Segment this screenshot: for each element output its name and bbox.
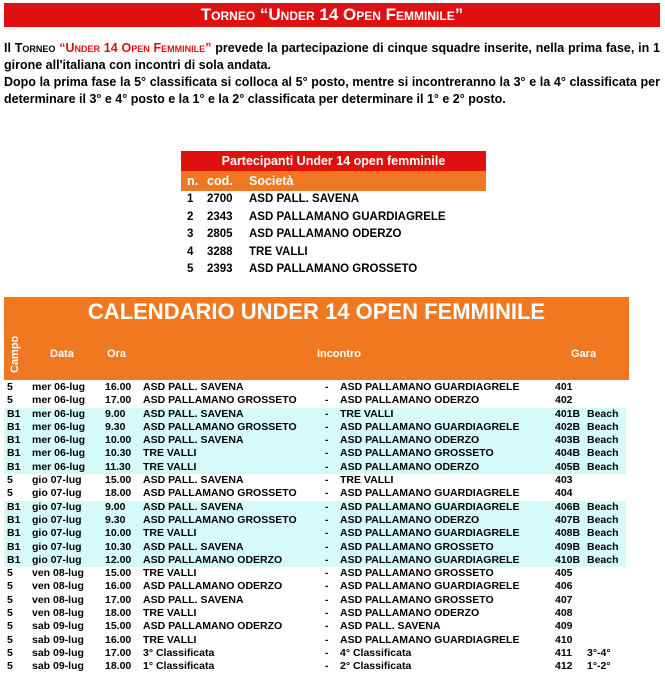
- calendar-dash: -: [325, 593, 329, 606]
- calendar-dash: -: [325, 607, 329, 620]
- calendar-home: TRE VALLI: [143, 447, 197, 460]
- calendar-gara: 409: [555, 620, 573, 633]
- calendar-rows: [4, 381, 630, 674]
- calendar-note: 3°-4°: [587, 646, 611, 659]
- participant-societa: ASD PALLAMANO GROSSETO: [249, 263, 418, 275]
- calendar-dash: -: [325, 474, 329, 487]
- calendar-data: gio 07-lug: [32, 527, 82, 540]
- calendar-ora: 9.30: [105, 420, 126, 433]
- calendar-row: [4, 607, 630, 620]
- calendar-campo: 5: [7, 646, 13, 659]
- calendar-row: [4, 394, 630, 407]
- calendar-note: 1°-2°: [587, 660, 611, 673]
- calendar-title: CALENDARIO UNDER 14 OPEN FEMMINILE: [4, 297, 629, 327]
- participant-cod: 2393: [207, 263, 233, 275]
- calendar-dash: -: [325, 580, 329, 593]
- header-data: Data: [50, 348, 74, 360]
- calendar-gara: 408: [555, 607, 573, 620]
- calendar-gara: 402: [555, 394, 573, 407]
- calendar-dash: -: [325, 460, 329, 473]
- calendar-note: Beach: [587, 553, 619, 566]
- calendar-dash: -: [325, 394, 329, 407]
- calendar-data: mer 06-lug: [32, 460, 86, 473]
- calendar-data: mer 06-lug: [32, 420, 86, 433]
- calendar-ora: 9.00: [105, 407, 126, 420]
- calendar-away: ASD PALLAMANO GROSSETO: [340, 447, 494, 460]
- calendar-ora: 17.00: [105, 394, 132, 407]
- participant-n: 2: [187, 210, 194, 223]
- intro-tournament-name: “Under 14 Open Femminile”: [59, 41, 212, 55]
- calendar-campo: 5: [7, 620, 13, 633]
- participant-n: 3: [187, 228, 194, 240]
- calendar-data: ven 08-lug: [32, 593, 84, 606]
- participant-societa: ASD PALLAMANO ODERZO: [249, 228, 402, 240]
- calendar-data: ven 08-lug: [32, 580, 84, 593]
- intro-paragraph-1: [4, 40, 660, 74]
- calendar-gara: 401B: [555, 407, 581, 420]
- calendar-home: ASD PALL. SAVENA: [143, 381, 244, 393]
- calendar-ora: 11.30: [105, 460, 131, 473]
- calendar-note: Beach: [587, 500, 619, 513]
- calendar-gara: 410: [555, 633, 573, 646]
- calendar-ora: 15.00: [105, 474, 132, 487]
- calendar-campo: B1: [7, 447, 21, 460]
- calendar-data: sab 09-lug: [32, 633, 84, 646]
- calendar-gara: 404B: [555, 447, 581, 460]
- calendar-dash: -: [325, 381, 329, 393]
- calendar-away: ASD PALLAMANO ODERZO: [340, 460, 480, 473]
- calendar-home: ASD PALL. SAVENA: [143, 540, 244, 553]
- header-gara: Gara: [571, 348, 597, 360]
- calendar-ora: 10.00: [105, 434, 132, 447]
- participant-cod: 2343: [207, 210, 233, 223]
- calendar-dash: -: [325, 487, 329, 500]
- calendar-away: ASD PALLAMANO ODERZO: [340, 434, 480, 447]
- calendar-away: ASD PALLAMANO GUARDIAGRELE: [340, 527, 520, 540]
- page-title: Torneo “Under 14 Open Femminile”: [4, 3, 660, 27]
- calendar-home: ASD PALLAMANO ODERZO: [143, 553, 283, 566]
- participants-title: Partecipanti Under 14 open femminile: [181, 151, 486, 171]
- calendar-row: [4, 514, 626, 527]
- calendar-note: Beach: [587, 447, 619, 460]
- calendar-ora: 15.00: [105, 567, 132, 580]
- calendar-row: [4, 594, 630, 607]
- participant-n: 4: [187, 245, 194, 258]
- calendar-dash: -: [325, 527, 329, 540]
- calendar-campo: 5: [7, 474, 13, 487]
- calendar-home: TRE VALLI: [143, 527, 197, 540]
- intro-paragraph-2: Dopo la prima fase la 5° classificata si colloca al 5° posto, mentre si incontreranno la 3° e la 4° classificata per determinare il 3° e 4° posto e la 1° e la 2° classificata per determinare il 1° e 2° posto.: [4, 75, 660, 106]
- calendar-home: ASD PALL. SAVENA: [143, 593, 244, 606]
- calendar-dash: -: [325, 540, 329, 553]
- calendar-campo: B1: [7, 527, 21, 540]
- calendar-away: ASD PALLAMANO GUARDIAGRELE: [340, 580, 520, 593]
- calendar-home: TRE VALLI: [143, 460, 197, 473]
- calendar-ora: 16.00: [105, 633, 132, 646]
- calendar-row: [4, 567, 630, 580]
- calendar-header: [4, 327, 629, 380]
- calendar-dash: -: [325, 553, 329, 566]
- calendar-home: TRE VALLI: [143, 567, 197, 580]
- header-campo: Campo: [9, 335, 21, 373]
- calendar-gara: 403B: [555, 434, 581, 447]
- calendar-campo: 5: [7, 394, 13, 407]
- calendar-away: ASD PALLAMANO GROSSETO: [340, 540, 494, 553]
- calendar-gara: 410B: [555, 553, 581, 566]
- calendar-ora: 17.00: [105, 593, 132, 606]
- calendar-campo: B1: [7, 540, 21, 553]
- calendar-data: sab 09-lug: [32, 660, 84, 673]
- calendar-away: ASD PALLAMANO GUARDIAGRELE: [340, 381, 520, 393]
- calendar-data: sab 09-lug: [32, 646, 84, 659]
- calendar-data: mer 06-lug: [32, 434, 86, 447]
- calendar-row: [4, 408, 626, 421]
- calendar-data: mer 06-lug: [32, 407, 86, 420]
- calendar-home: ASD PALLAMANO GROSSETO: [143, 513, 297, 526]
- calendar-dash: -: [325, 660, 329, 673]
- calendar-ora: 15.00: [105, 620, 132, 633]
- calendar-home: ASD PALLAMANO GROSSETO: [143, 420, 297, 433]
- calendar-data: gio 07-lug: [32, 553, 82, 566]
- calendar-data: gio 07-lug: [32, 487, 82, 500]
- calendar-gara: 408B: [555, 527, 581, 540]
- calendar-ora: 9.30: [105, 513, 126, 526]
- calendar-data: ven 08-lug: [32, 607, 84, 620]
- calendar-row: [4, 527, 626, 540]
- calendar-campo: 5: [7, 593, 13, 606]
- calendar-ora: 16.00: [105, 381, 132, 393]
- calendar-ora: 10.30: [105, 447, 132, 460]
- calendar-row: [4, 487, 630, 500]
- calendar-ora: 18.00: [105, 607, 132, 620]
- calendar-home: ASD PALLAMANO GROSSETO: [143, 394, 297, 407]
- participants-table: [181, 151, 486, 279]
- calendar-note: Beach: [587, 434, 619, 447]
- calendar-gara: 405B: [555, 460, 581, 473]
- calendar-data: sab 09-lug: [32, 620, 84, 633]
- header-n: n.: [187, 174, 199, 188]
- calendar-gara: 407B: [555, 513, 581, 526]
- calendar-ora: 16.00: [105, 580, 132, 593]
- calendar-campo: B1: [7, 500, 21, 513]
- calendar-home: ASD PALL. SAVENA: [143, 407, 244, 420]
- calendar-gara: 404: [555, 487, 573, 500]
- participant-row: [181, 209, 486, 227]
- intro-text-a: Il: [4, 41, 15, 55]
- calendar-ora: 10.30: [105, 540, 132, 553]
- calendar-row: [4, 541, 626, 554]
- intro-text: [4, 40, 660, 108]
- calendar-note: Beach: [587, 513, 619, 526]
- calendar-home: TRE VALLI: [143, 633, 197, 646]
- calendar-campo: 5: [7, 607, 13, 620]
- intro-text-b: prevede la partecipazione di cinque squadre inserite, nella prima fase, in 1 girone all'italiana con incontri di sola andata.: [4, 41, 660, 72]
- calendar-dash: -: [325, 620, 329, 633]
- calendar-ora: 10.00: [105, 527, 132, 540]
- calendar-row: [4, 554, 626, 567]
- calendar-home: 1° Classificata: [143, 660, 215, 673]
- calendar-away: ASD PALLAMANO GUARDIAGRELE: [340, 500, 520, 513]
- participant-cod: 2805: [207, 228, 233, 240]
- calendar-home: TRE VALLI: [143, 607, 197, 620]
- participant-societa: ASD PALL. SAVENA: [249, 193, 360, 205]
- calendar-dash: -: [325, 407, 329, 420]
- calendar-gara: 406B: [555, 500, 581, 513]
- participant-row: [181, 261, 486, 279]
- calendar-gara: 402B: [555, 420, 581, 433]
- calendar-campo: 5: [7, 660, 13, 673]
- calendar-data: gio 07-lug: [32, 500, 82, 513]
- calendar-data: gio 07-lug: [32, 513, 82, 526]
- calendar-row: [4, 501, 626, 514]
- calendar-campo: B1: [7, 553, 21, 566]
- calendar-note: Beach: [587, 407, 619, 420]
- calendar-ora: 9.00: [105, 500, 126, 513]
- calendar-row: [4, 620, 630, 633]
- calendar-data: mer 06-lug: [32, 381, 86, 393]
- calendar-gara: 407: [555, 593, 573, 606]
- calendar-dash: -: [325, 567, 329, 580]
- calendar-dash: -: [325, 420, 329, 433]
- header-cod: cod.: [207, 174, 233, 188]
- calendar-data: mer 06-lug: [32, 447, 86, 460]
- calendar-row: [4, 447, 626, 460]
- calendar-home: ASD PALLAMANO GROSSETO: [143, 487, 297, 500]
- calendar-away: ASD PALL. SAVENA: [340, 620, 441, 633]
- calendar-note: Beach: [587, 460, 619, 473]
- calendar-gara: 412: [555, 660, 573, 673]
- calendar-data: gio 07-lug: [32, 474, 82, 487]
- calendar-away: TRE VALLI: [340, 474, 394, 487]
- calendar-gara: 409B: [555, 540, 581, 553]
- calendar-campo: B1: [7, 434, 21, 447]
- calendar-away: ASD PALLAMANO ODERZO: [340, 607, 480, 620]
- calendar-campo: 5: [7, 381, 13, 393]
- calendar-gara: 411: [555, 646, 572, 659]
- calendar-campo: 5: [7, 580, 13, 593]
- calendar-away: ASD PALLAMANO GUARDIAGRELE: [340, 487, 520, 500]
- calendar-data: gio 07-lug: [32, 540, 82, 553]
- calendar-gara: 401: [555, 381, 573, 393]
- participant-n: 5: [187, 263, 194, 275]
- participant-societa: ASD PALLAMANO GUARDIAGRELE: [249, 210, 446, 223]
- participants-header: [181, 171, 486, 191]
- calendar-dash: -: [325, 633, 329, 646]
- calendar-note: Beach: [587, 527, 619, 540]
- calendar-away: TRE VALLI: [340, 407, 394, 420]
- calendar-gara: 403: [555, 474, 573, 487]
- calendar-dash: -: [325, 513, 329, 526]
- calendar-away: ASD PALLAMANO ODERZO: [340, 394, 480, 407]
- calendar-away: 2° Classificata: [340, 660, 412, 673]
- calendar-campo: B1: [7, 407, 21, 420]
- calendar-home: ASD PALL. SAVENA: [143, 474, 244, 487]
- calendar-campo: 5: [7, 633, 13, 646]
- calendar-dash: -: [325, 646, 329, 659]
- calendar-home: 3° Classificata: [143, 646, 215, 659]
- intro-torneo: Torneo: [14, 41, 56, 55]
- calendar-away: ASD PALLAMANO GROSSETO: [340, 593, 494, 606]
- calendar-away: 4° Classificata: [340, 646, 412, 659]
- calendar-data: mer 06-lug: [32, 394, 86, 407]
- participant-cod: 2700: [207, 193, 233, 205]
- participant-cod: 3288: [207, 245, 233, 258]
- header-ora: Ora: [107, 348, 126, 360]
- calendar-row: [4, 461, 626, 474]
- calendar-gara: 406: [555, 580, 573, 593]
- calendar-row: [4, 474, 630, 487]
- calendar-row: [4, 434, 626, 447]
- calendar-dash: -: [325, 500, 329, 513]
- calendar-campo: B1: [7, 420, 21, 433]
- participant-row: [181, 244, 486, 262]
- calendar-away: ASD PALLAMANO GUARDIAGRELE: [340, 420, 520, 433]
- calendar-ora: 18.00: [105, 660, 132, 673]
- calendar-away: ASD PALLAMANO GUARDIAGRELE: [340, 553, 520, 566]
- calendar-home: ASD PALL. SAVENA: [143, 500, 244, 513]
- calendar-note: Beach: [587, 420, 619, 433]
- calendar-gara: 405: [555, 567, 573, 580]
- calendar-row: [4, 660, 630, 673]
- calendar-away: ASD PALLAMANO ODERZO: [340, 513, 480, 526]
- calendar-row: [4, 634, 630, 647]
- calendar-campo: B1: [7, 460, 21, 473]
- calendar-note: Beach: [587, 540, 619, 553]
- calendar-home: ASD PALLAMANO ODERZO: [143, 580, 283, 593]
- participant-societa: TRE VALLI: [249, 245, 308, 258]
- calendar-away: ASD PALLAMANO GROSSETO: [340, 567, 494, 580]
- calendar-home: ASD PALL. SAVENA: [143, 434, 244, 447]
- header-incontro: Incontro: [317, 348, 361, 360]
- calendar-campo: B1: [7, 513, 21, 526]
- header-societa: Società: [249, 174, 294, 188]
- calendar-data: ven 08-lug: [32, 567, 84, 580]
- calendar-row: [4, 647, 630, 660]
- calendar-campo: 5: [7, 567, 13, 580]
- calendar-away: ASD PALLAMANO GUARDIAGRELE: [340, 633, 520, 646]
- calendar-campo: 5: [7, 487, 13, 500]
- calendar-row: [4, 421, 626, 434]
- calendar-dash: -: [325, 447, 329, 460]
- calendar-dash: -: [325, 434, 329, 447]
- participant-row: [181, 191, 486, 209]
- participant-row: [181, 226, 486, 244]
- calendar-ora: 17.00: [105, 646, 132, 659]
- calendar-ora: 18.00: [105, 487, 132, 500]
- participant-n: 1: [187, 193, 194, 205]
- calendar-ora: 12.00: [105, 553, 132, 566]
- calendar-row: [4, 381, 630, 394]
- calendar-home: ASD PALLAMANO ODERZO: [143, 620, 283, 633]
- calendar-row: [4, 580, 630, 593]
